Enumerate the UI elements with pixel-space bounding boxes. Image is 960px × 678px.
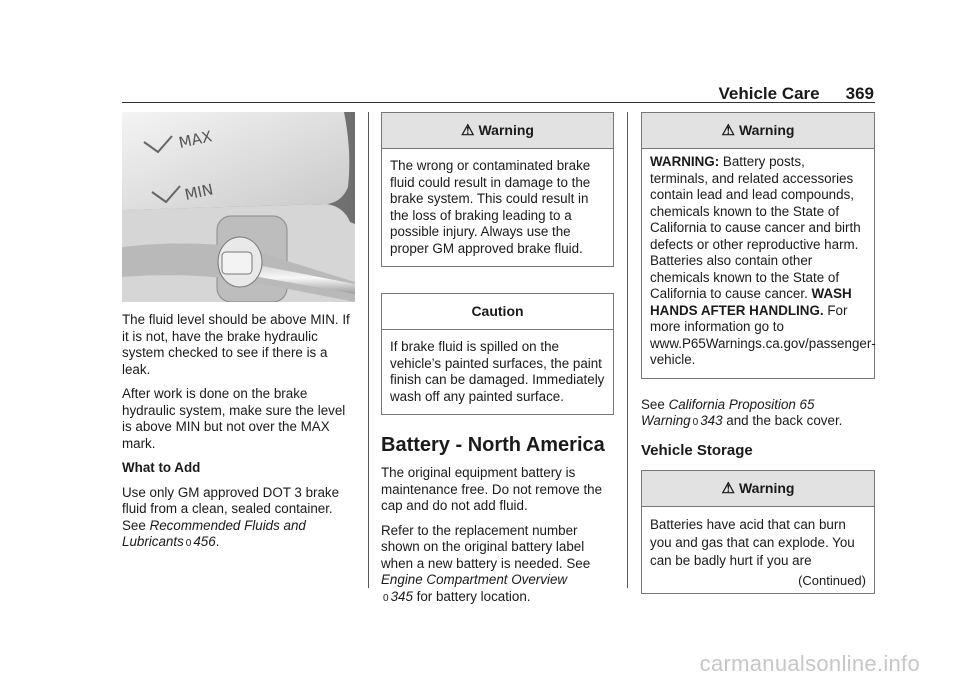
heading-battery-north-america: Battery - North America xyxy=(381,434,605,456)
warning-text: The wrong or contaminated brake fluid could result in damage to the brake system. This could result in the loss of braking leading to a possible injury. Always use the proper GM approved brake fluid. xyxy=(390,158,591,256)
page-ref-arrow-icon: 0 xyxy=(383,592,389,604)
warning-box-brake-fluid xyxy=(381,112,614,267)
caution-title: Caution xyxy=(382,294,613,330)
warning-title: Warning xyxy=(738,122,795,138)
warning-triangle-icon: ⚠ xyxy=(721,122,735,139)
link-recommended-fluids[interactable]: Recommended Fluids and Lubricants xyxy=(122,517,306,549)
heading-what-to-add: What to Add xyxy=(122,460,201,475)
warning-box-battery-lead xyxy=(641,112,875,379)
warning-box-header xyxy=(642,471,874,507)
warning-text-lead: WARNING: Battery posts, terminals, and related accessories contain lead and lead compounds, chemicals known to the State of California to cause cancer and birth defects or other reproductive harm. Batteries also contain other chemicals known to the State of California to cause cancer. WASH HANDS AFTER HANDLING. For more information go to www.P65Warnings.ca.gov/passenger-vehicle. xyxy=(650,154,876,367)
section-title: Vehicle Care xyxy=(718,84,820,103)
warning-triangle-icon: ⚠ xyxy=(721,479,735,497)
column-3 xyxy=(641,112,875,594)
paragraph-battery-maintenance: The original equipment battery is maintenance free. Do not remove the cap and do not add fluid. xyxy=(381,465,603,513)
paragraph-see-prop65: See California Proposition 65 Warning 0 343 and the back cover. xyxy=(641,396,843,428)
warning-box-header xyxy=(382,113,613,149)
min-label: MIN xyxy=(183,180,215,204)
paragraph-replacement-number: Refer to the replacement number shown on the original battery label when a new battery is needed. See Engine Compartment Overview 0 345 for battery location. xyxy=(381,522,591,604)
link-page-343[interactable]: 343 xyxy=(700,413,723,428)
brake-fluid-reservoir-photo xyxy=(122,112,355,302)
max-label: MAX xyxy=(177,127,214,152)
paragraph-use-dot3: Use only GM approved DOT 3 brake fluid from a clean, sealed container. See Recommended Fluids and Lubricants 0 456. xyxy=(122,484,340,549)
caution-text: If brake fluid is spilled on the vehicle’s painted surfaces, the paint finish can be damaged. Immediately wash off any painted surface. xyxy=(390,339,605,404)
link-page-345[interactable]: 345 xyxy=(390,588,413,604)
page-ref-arrow-icon: 0 xyxy=(692,417,699,428)
page-ref-arrow-icon: 0 xyxy=(185,538,192,549)
column-1 xyxy=(122,112,354,561)
link-engine-compartment-overview[interactable]: Engine Compartment Overview xyxy=(381,572,568,587)
link-california-prop65[interactable]: California Proposition 65 Warning xyxy=(641,396,815,428)
warning-text-acid: Batteries have acid that can burn you and gas that can explode. You can be badly hurt if you are xyxy=(650,516,855,568)
warning-box-header xyxy=(642,113,874,149)
column-2 xyxy=(381,112,614,615)
page-header xyxy=(719,84,875,104)
link-page-456[interactable]: 456 xyxy=(193,534,216,549)
paragraph-fluid-level: The fluid level should be above MIN. If it is not, have the brake hydraulic system checked to see if there is a leak. xyxy=(122,312,350,377)
column-divider-2 xyxy=(627,112,628,588)
paragraph-after-work: After work is done on the brake hydraulic system, make sure the level is above MIN but not over the MAX mark. xyxy=(122,386,346,451)
continued-label: (Continued) xyxy=(798,572,866,588)
warning-box-battery-acid xyxy=(641,470,875,594)
caution-box xyxy=(381,293,614,415)
heading-vehicle-storage: Vehicle Storage xyxy=(641,441,753,459)
warning-title: Warning xyxy=(478,122,534,138)
page-number: 369 xyxy=(845,84,874,103)
header-rule xyxy=(122,102,875,103)
watermark: carmanualsonline.info xyxy=(699,651,920,676)
column-divider-1 xyxy=(368,112,369,588)
warning-title: Warning xyxy=(738,479,795,496)
warning-triangle-icon: ⚠ xyxy=(461,122,475,139)
